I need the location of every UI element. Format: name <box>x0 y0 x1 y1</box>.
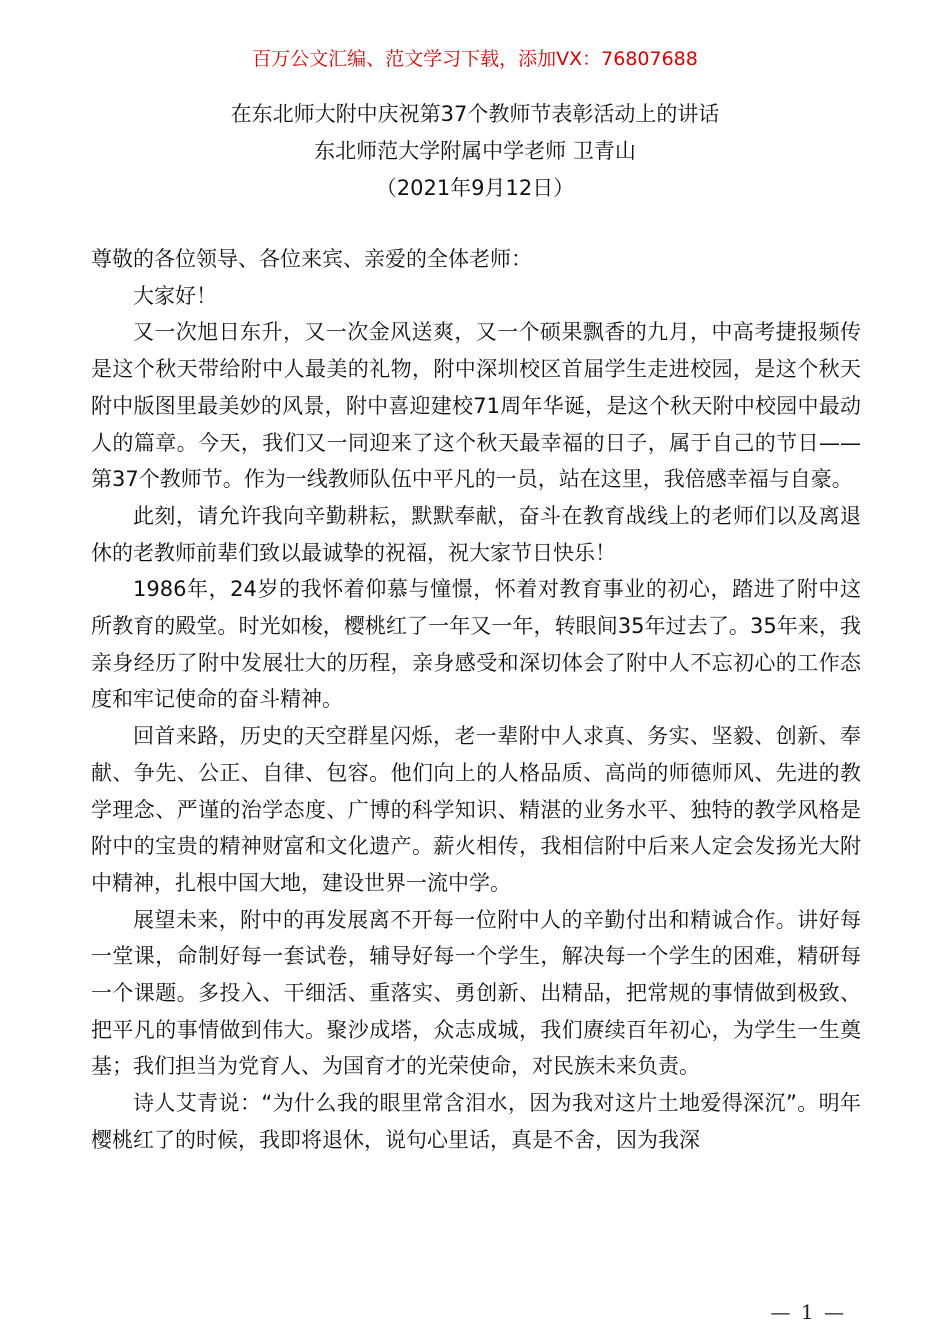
document-title: 在东北师大附中庆祝第37个教师节表彰活动上的讲话 <box>230 102 720 126</box>
paragraph: 大家好！ <box>133 283 217 308</box>
paragraph: 此刻，请允许我向辛勤耕耘，默默奉献，奋斗在教育战线上的老师们以及离退休的老教师前辈们致以最诚挚的祝福，祝大家节日快乐！ <box>91 503 861 565</box>
paragraph: 诗人艾青说：“为什么我的眼里常含泪水，因为我对这片土地爱得深沉”。明年樱桃红了的时候，我即将退休，说句心里话，真是不舍，因为我深 <box>91 1091 861 1152</box>
document-body <box>91 241 861 1159</box>
document-date: （2021年9月12日） <box>375 176 575 200</box>
paragraph: 展望未来，附中的再发展离不开每一位附中人的辛勤付出和精诚合作。讲好每一堂课，命制好每一套试卷，辅导好每一个学生，解决每一个学生的困难，精研每一个课题。多投入、干细活、重落实、勇创新、出精品，把常规的事情做到极致、把平凡的事情做到伟大。聚沙成塔，众志成城，我们赓续百年初心，为学生一生奠基；我们担当为党育人、为国育才的光荣使命，对民族未来负责。 <box>91 907 861 1079</box>
paragraph: 回首来路，历史的天空群星闪烁，老一辈附中人求真、务实、坚毅、创新、奉献、争先、公正、自律、包容。他们向上的人格品质、高尚的师德师风、先进的教学理念、严谨的治学态度、广博的科学知识、精湛的业务水平、独特的教学风格是附中的宝贵的精神财富和文化遗产。薪火相传，我相信附中后来人定会发扬光大附中精神，扎根中国大地，建设世界一流中学。 <box>91 724 861 895</box>
paragraph: 又一次旭日东升，又一次金风送爽，又一个硕果飘香的九月，中高考捷报频传是这个秋天带给附中人最美的礼物，附中深圳校区首届学生走进校园，是这个秋天附中版图里最美妙的风景，附中喜迎建校71周年华诞，是这个秋天附中校园中最动人的篇章。今天，我们又一同迎来了这个秋天最幸福的日子，属于自己的节日——第37个教师节。作为一线教师队伍中平凡的一员，站在这里，我倍感幸福与自豪。 <box>91 320 861 492</box>
salutation: 尊敬的各位领导、各位来宾、亲爱的全体老师： <box>91 247 532 271</box>
document-author: 东北师范大学附属中学老师 卫青山 <box>314 139 636 163</box>
document-header <box>0 96 950 207</box>
page-number: — 1 — <box>770 1300 846 1324</box>
watermark-contact: 百万公文汇编、范文学习下载，添加VX：76807688 <box>252 48 698 70</box>
paragraph: 1986年，24岁的我怀着仰慕与憧憬，怀着对教育事业的初心，踏进了附中这所教育的殿堂。时光如梭，樱桃红了一年又一年，转眼间35年过去了。35年来，我亲身经历了附中发展壮大的历程，亲身感受和深切体会了附中人不忘初心的工作态度和牢记使命的奋斗精神。 <box>91 577 861 712</box>
